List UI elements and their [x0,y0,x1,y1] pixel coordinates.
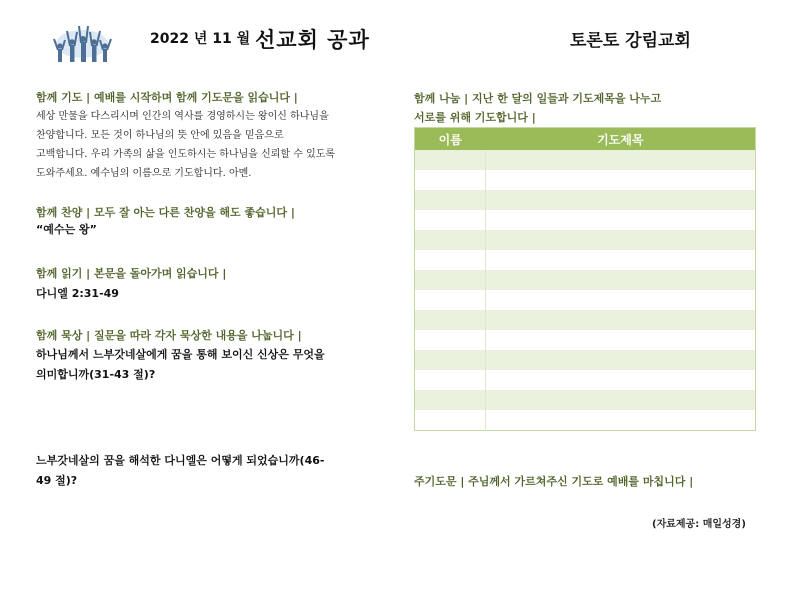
name-cell[interactable] [415,270,486,290]
prayer-request-cell[interactable] [486,210,756,230]
prayer-request-cell[interactable] [486,370,756,390]
table-row [415,310,756,330]
source-credit: (자료제공: 매일성경) [652,519,746,530]
table-row [415,270,756,290]
table-row [415,210,756,230]
name-cell[interactable] [415,370,486,390]
name-cell[interactable] [415,290,486,310]
prayer-request-cell[interactable] [486,290,756,310]
column-header-prayer: 기도제목 [486,128,756,151]
name-cell[interactable] [415,170,486,190]
church-name: 토론토 강림교회 [570,31,691,51]
table-body [415,150,756,431]
question-line: 49 절)? [36,474,78,487]
name-cell[interactable] [415,390,486,410]
share-heading-line: 서로를 위해 기도합니다 | [414,111,536,124]
prayer-request-cell[interactable] [486,170,756,190]
table-row [415,250,756,270]
table-row [415,290,756,310]
closing-heading: 주기도문 | 주님께서 가르쳐주신 기도로 예배를 마칩니다 | [414,475,694,488]
prayer-request-cell[interactable] [486,190,756,210]
name-cell[interactable] [415,150,486,170]
table-row [415,190,756,210]
column-header-name: 이름 [415,128,486,151]
praise-song: “예수는 왕” [36,223,97,236]
prayer-request-cell[interactable] [486,330,756,350]
table-row [415,230,756,250]
prayer-request-table [414,127,756,431]
question-line: 느부갓네살의 꿈을 해석한 다니엘은 어떻게 되었습니까(46- [36,454,325,467]
prayer-text [36,107,386,183]
prayer-line: 찬양합니다. 모든 것이 하나님의 뜻 안에 있음을 믿음으로 [36,130,284,141]
prayer-request-cell[interactable] [486,230,756,250]
prayer-line: 도와주세요. 예수님의 이름으로 기도합니다. 아멘. [36,168,252,179]
name-cell[interactable] [415,250,486,270]
page-title: 선교회 공과 [255,28,370,52]
table-row [415,370,756,390]
prayer-request-cell[interactable] [486,270,756,290]
table-row [415,410,756,431]
table-row [415,330,756,350]
question-2 [36,451,386,491]
name-cell[interactable] [415,310,486,330]
prayer-line: 세상 만물을 다스리시며 인간의 역사를 경영하시는 왕이신 하나님을 [36,111,329,122]
prayer-request-cell[interactable] [486,250,756,270]
question-1 [36,345,386,385]
prayer-heading: 함께 기도 | 예배를 시작하며 함께 기도문을 읽습니다 | [36,91,298,104]
prayer-request-cell[interactable] [486,310,756,330]
meditation-heading: 함께 묵상 | 질문을 따라 각자 묵상한 내용을 나눕니다 | [36,329,302,342]
prayer-line: 고백합니다. 우리 가족의 삶을 인도하시는 하나님을 신뢰할 수 있도록 [36,149,336,160]
praise-heading: 함께 찬양 | 모두 잘 아는 다른 찬양을 해도 좋습니다 | [36,206,295,219]
header-date: 2022 년 11 월 [150,31,251,47]
prayer-request-cell[interactable] [486,150,756,170]
name-cell[interactable] [415,350,486,370]
name-cell[interactable] [415,330,486,350]
name-cell[interactable] [415,190,486,210]
name-cell[interactable] [415,230,486,250]
prayer-request-cell[interactable] [486,350,756,370]
prayer-request-cell[interactable] [486,410,756,431]
share-heading-line: 함께 나눔 | 지난 한 달의 일들과 기도제목을 나누고 [414,92,662,105]
table-row [415,150,756,170]
table-row [415,390,756,410]
table-row [415,350,756,370]
name-cell[interactable] [415,410,486,431]
share-heading [414,89,661,127]
name-cell[interactable] [415,210,486,230]
question-line: 의미합니까(31-43 절)? [36,368,156,381]
reading-heading: 함께 읽기 | 본문을 돌아가며 읽습니다 | [36,267,227,280]
prayer-request-cell[interactable] [486,390,756,410]
reading-passage: 다니엘 2:31-49 [36,287,119,300]
question-line: 하나님께서 느부갓네살에게 꿈을 통해 보이신 신상은 무엇을 [36,348,325,361]
table-header-row [415,128,756,151]
worship-hands-logo [50,22,114,64]
table-row [415,170,756,190]
